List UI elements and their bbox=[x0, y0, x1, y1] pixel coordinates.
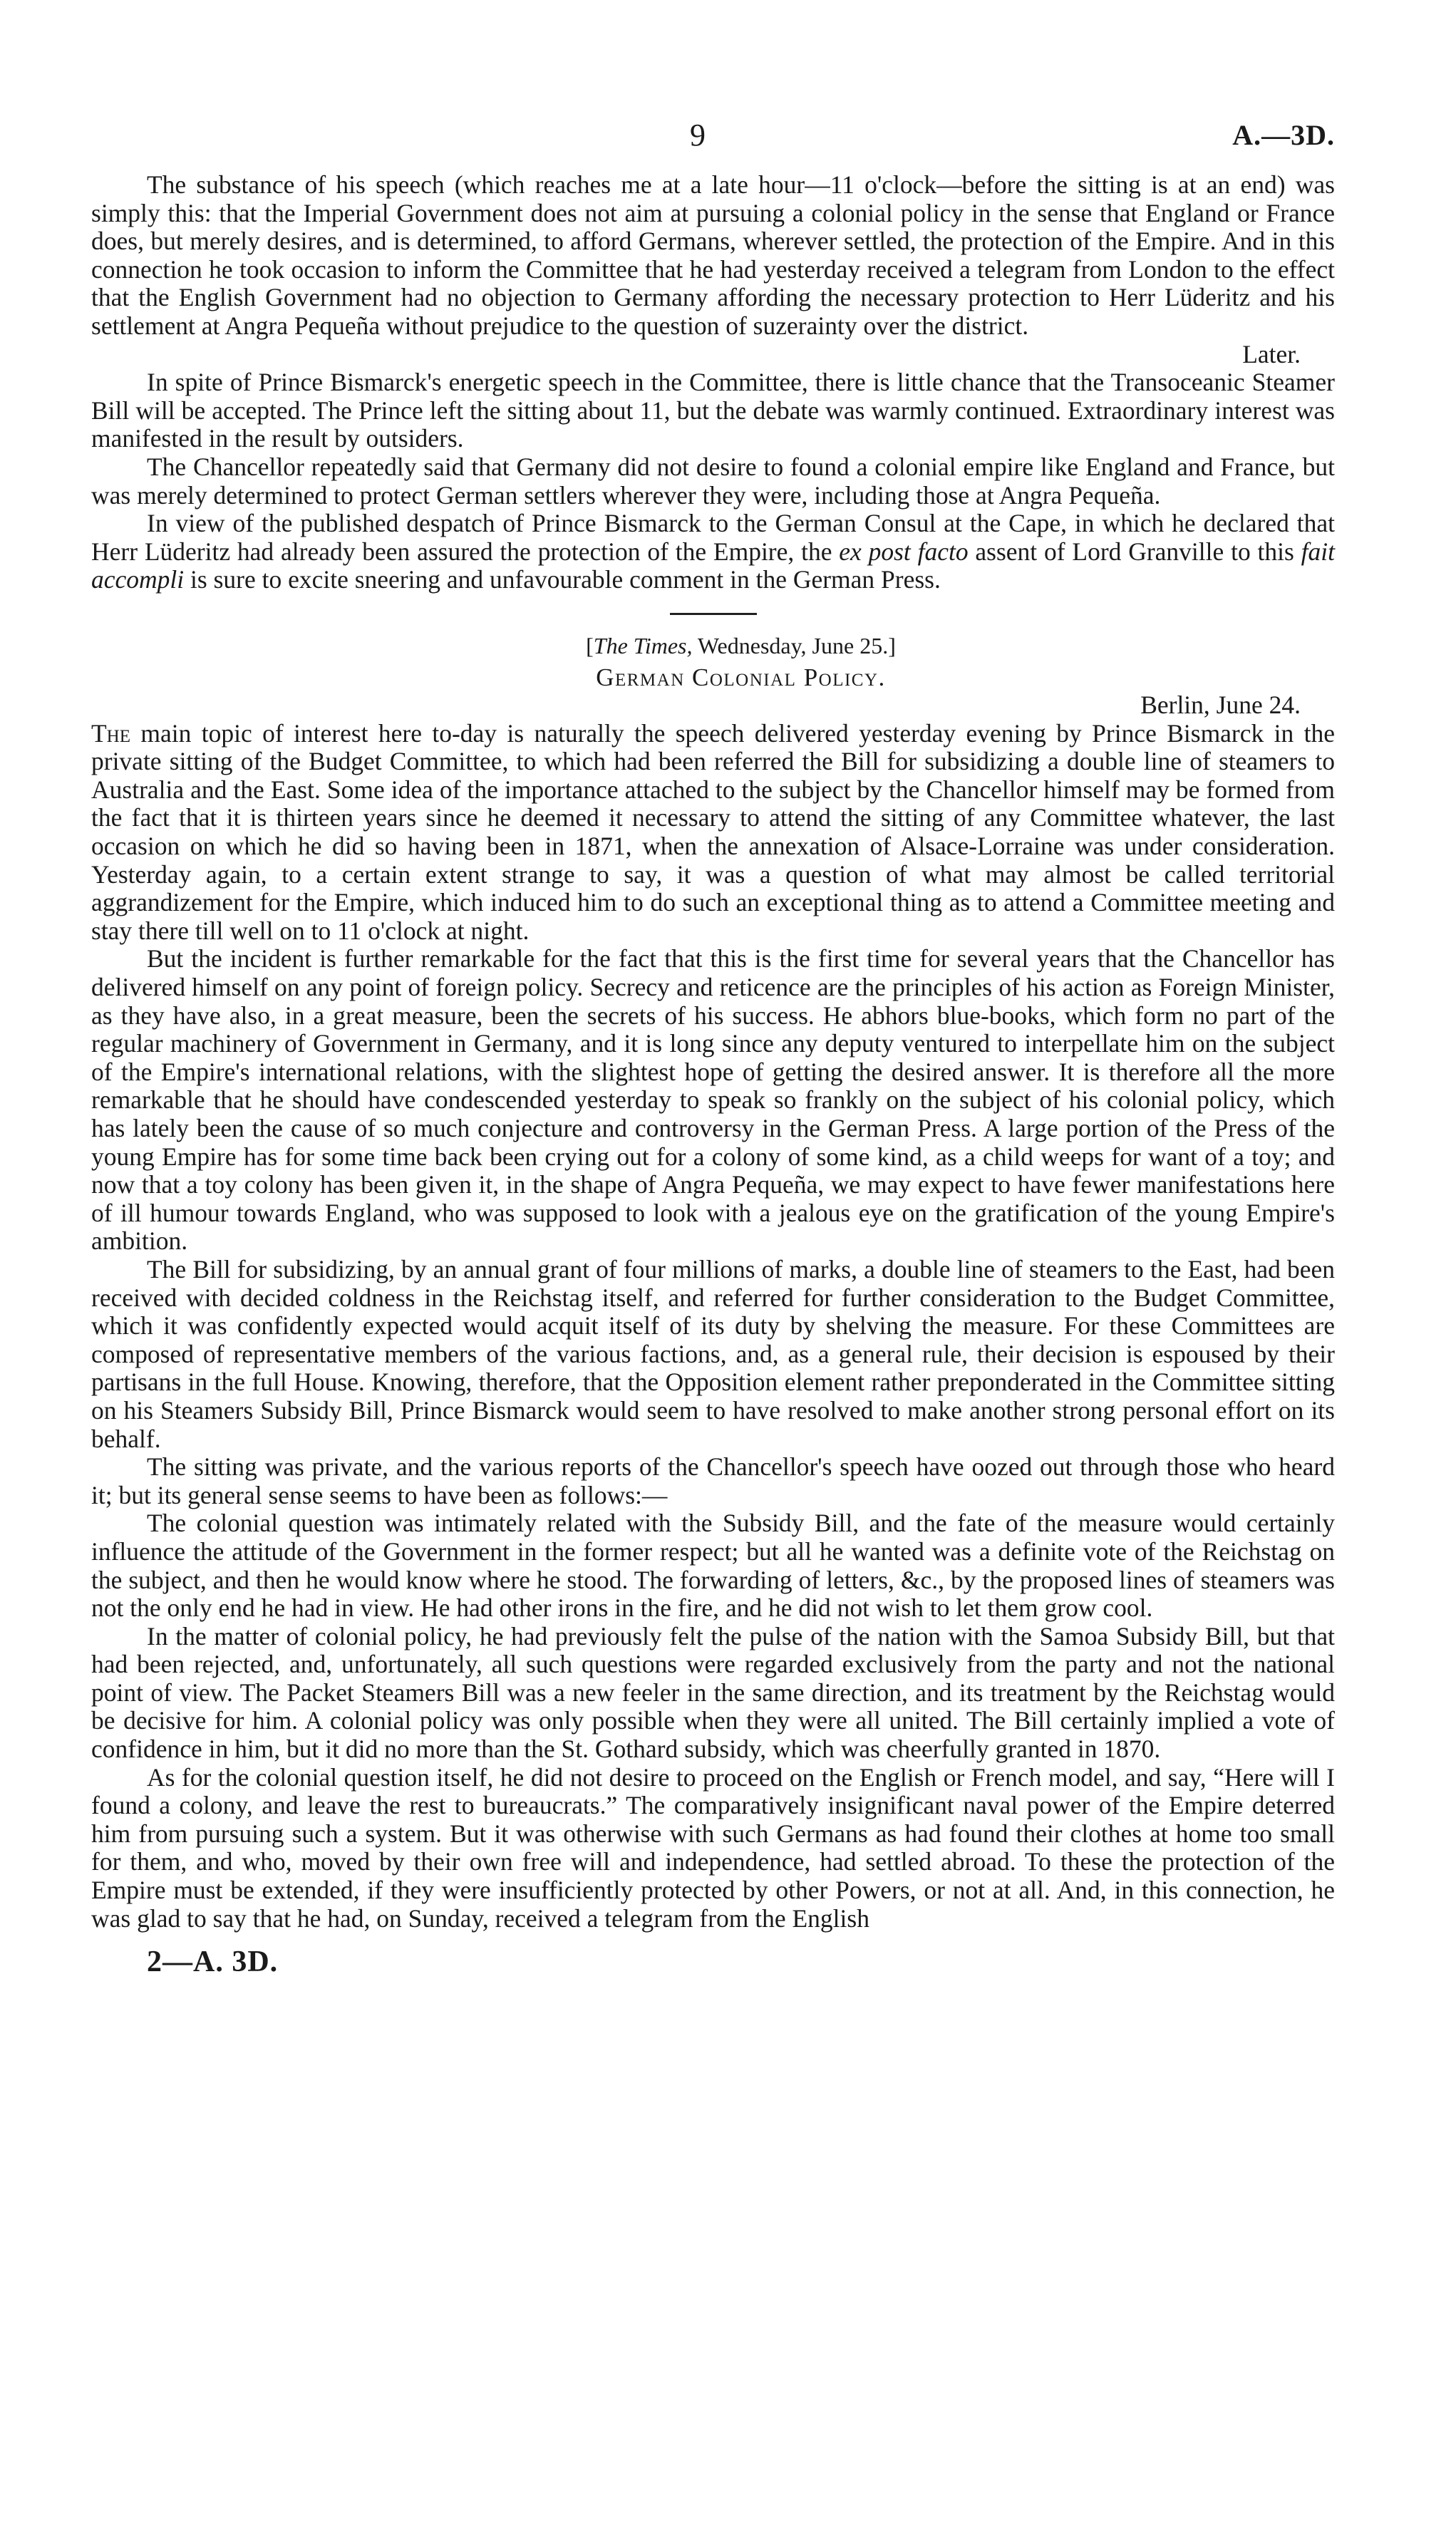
signature-mark: 2—A. 3D. bbox=[147, 1946, 279, 1979]
article-paragraph: The sitting was private, and the various reports of the Chancellor's speech have oozed out through those who heard it; but its general sense seems to have been as follows:— bbox=[91, 1452, 1335, 1509]
text-run: assent of Lord Granville to this bbox=[968, 537, 1301, 566]
intro-paragraph: The substance of his speech (which reaches me at a late hour—11 o'clock—before the sitting is at an end) was simply this: that the Imperial Government does not aim at pursuing a colonial policy in the sense that England or France does, but merely desires, and is determined, to afford Germans, wherever settled, the protection of the Empire. And in this connection he took occasion to inform the Committee that he had yesterday received a telegram from London to the effect that the English Government had no objection to Germany affording the necessary protection to Herr Lüderitz and his settlement at Angra Pequeña without prejudice to the question of suzerainty over the district. bbox=[91, 170, 1335, 340]
article-paragraph-1 bbox=[91, 720, 1335, 946]
text-run: In view of the published despatch of Prince Bismarck to the German Consul at the Cape, in which he declared that Herr Lüderitz had already been assured the protection of the Empire, the bbox=[91, 509, 1335, 566]
article-paragraph: In the matter of colonial policy, he had previously felt the pulse of the nation with the Samoa Subsidy Bill, but that had been rejected, and, unfortunately, all such questions were regarded exclusively from the party and not the national point of view. The Packet Steamers Bill was a new feeler in the same direction, and its treatment by the Reichstag would be decisive for him. A colonial policy was only possible when they were all united. The Bill certainly implied a vote of confidence in him, but it did no more than the St. Gothard subsidy, which was cheerfully granted in 1870. bbox=[91, 1621, 1335, 1764]
italic-phrase: ex post facto bbox=[839, 537, 969, 566]
source-date: Wednesday, June 25.] bbox=[692, 632, 896, 658]
article-paragraph: As for the colonial question itself, he did not desire to proceed on the English or French model, and say, “Here will I found a colony, and leave the rest to bureaucrats.” The comparatively insignificant naval power of the Empire deterred him from pursuing such a system. But it was otherwise with such Germans as had found their clothes at home too small for them, and who, moved by their own free will and independence, had settled abroad. To these the protection of the Empire must be extended, if they were insufficiently protected by other Powers, or not at all. And, in this connection, he was glad to say that he had, on Sunday, received a telegram from the English bbox=[91, 1762, 1335, 1933]
page-header bbox=[91, 118, 1335, 171]
text-run: main topic of interest here to-day is naturally the speech delivered yesterday evening by Prince Bismarck in the private sitting of the Budget Committee, to which had been referred the Bill for subsidizing a double line of steamers to Australia and the East. Some idea of the importance attached to the subject by the Chancellor himself may be formed from the fact that it is thirteen years since he deemed it necessary to attend the sitting of any Committee whatever, the last occasion on which he did so having been in 1871, when the annexation of Alsace-Lorraine was under consideration. Yesterday again, to a certain extent strange to say, it was a question of what may almost be called territorial aggrandizement for the Empire, which induced him to do such an exceptional thing as to attend a Committee meeting and stay there till well on to 11 o'clock at night. bbox=[91, 718, 1335, 945]
later-paragraph-1: In spite of Prince Bismarck's energetic speech in the Committee, there is little chance that the Transoceanic Steamer Bill will be accepted. The Prince left the sitting about 11, but the debate was warmly continued. Extraordinary interest was manifested in the result by outsiders. bbox=[91, 368, 1335, 453]
article-paragraph: The Bill for subsidizing, by an annual grant of four millions of marks, a double line of steamers to the East, had been received with decided coldness in the Reichstag itself, and referred for further consideration to the Budget Committee, which it was confidently expected would acquit itself of its duty by shelving the measure. For these Committees are composed of representative members of the various factions, and, as a general rule, their decision is espoused by their partisans in the full House. Knowing, therefore, that the Opposition element rather preponderated in the Committee sitting on his Steamers Subsidy Bill, Prince Bismarck would seem to have resolved to make another strong personal effort on its behalf. bbox=[91, 1254, 1335, 1453]
document-page bbox=[91, 118, 1335, 1979]
italic-phrase: fait accompli bbox=[91, 537, 1335, 594]
bracket: [ bbox=[586, 632, 594, 658]
article-dateline: Berlin, June 24. bbox=[1140, 691, 1301, 720]
source-citation bbox=[91, 632, 1335, 661]
document-reference: A.—3D. bbox=[1232, 119, 1335, 151]
later-paragraph-2: The Chancellor repeatedly said that Germany did not desire to found a colonial empire like England and France, but was merely determined to protect German settlers wherever they were, including those at Angra Pequeña. bbox=[91, 452, 1335, 510]
later-label: Later. bbox=[1242, 339, 1301, 368]
page-number: 9 bbox=[690, 118, 706, 153]
newspaper-name: The Times, bbox=[593, 632, 693, 658]
text-run: is sure to excite sneering and unfavourable comment in the German Press. bbox=[184, 565, 941, 594]
article-heading: German Colonial Policy. bbox=[596, 663, 886, 691]
article-paragraph: The colonial question was intimately related with the Subsidy Bill, and the fate of the measure would certainly influence the attitude of the Government in the former respect; but all he wanted was a definite vote of the Reichstag on the subject, and then he would know where he stood. The forwarding of letters, &c., by the proposed lines of steamers was not the only end he had in view. He had other irons in the fire, and he did not wish to let them grow cool. bbox=[91, 1509, 1335, 1623]
article-paragraph: But the incident is further remarkable for the fact that this is the first time for several years that the Chancellor has delivered himself on any point of foreign policy. Secrecy and reticence are the principles of his action as Foreign Minister, as they have also, in a great measure, been the secrets of his success. He abhors blue-books, which form no part of the regular machinery of Government in Germany, and it is long since any deputy ventured to interpellate him on the subject of the Empire's international relations, with the slightest hope of getting the desired answer. It is therefore all the more remarkable that he should have condescended yesterday to speak so frankly on the subject of his colonial policy, which has lately been the cause of so much conjecture and controversy in the German Press. A large portion of the Press of the young Empire has for some time back been crying out for a colony of some kind, as a child weeps for want of a toy; and now that a toy colony has been given it, in the shape of Angra Pequeña, we may expect to have fewer manifestations here of ill humour towards England, who was supposed to look with a jealous eye on the gratification of the young Empire's ambition. bbox=[91, 944, 1335, 1256]
lead-word: The bbox=[91, 718, 131, 748]
section-divider bbox=[670, 613, 757, 615]
later-paragraph-3 bbox=[91, 510, 1335, 594]
